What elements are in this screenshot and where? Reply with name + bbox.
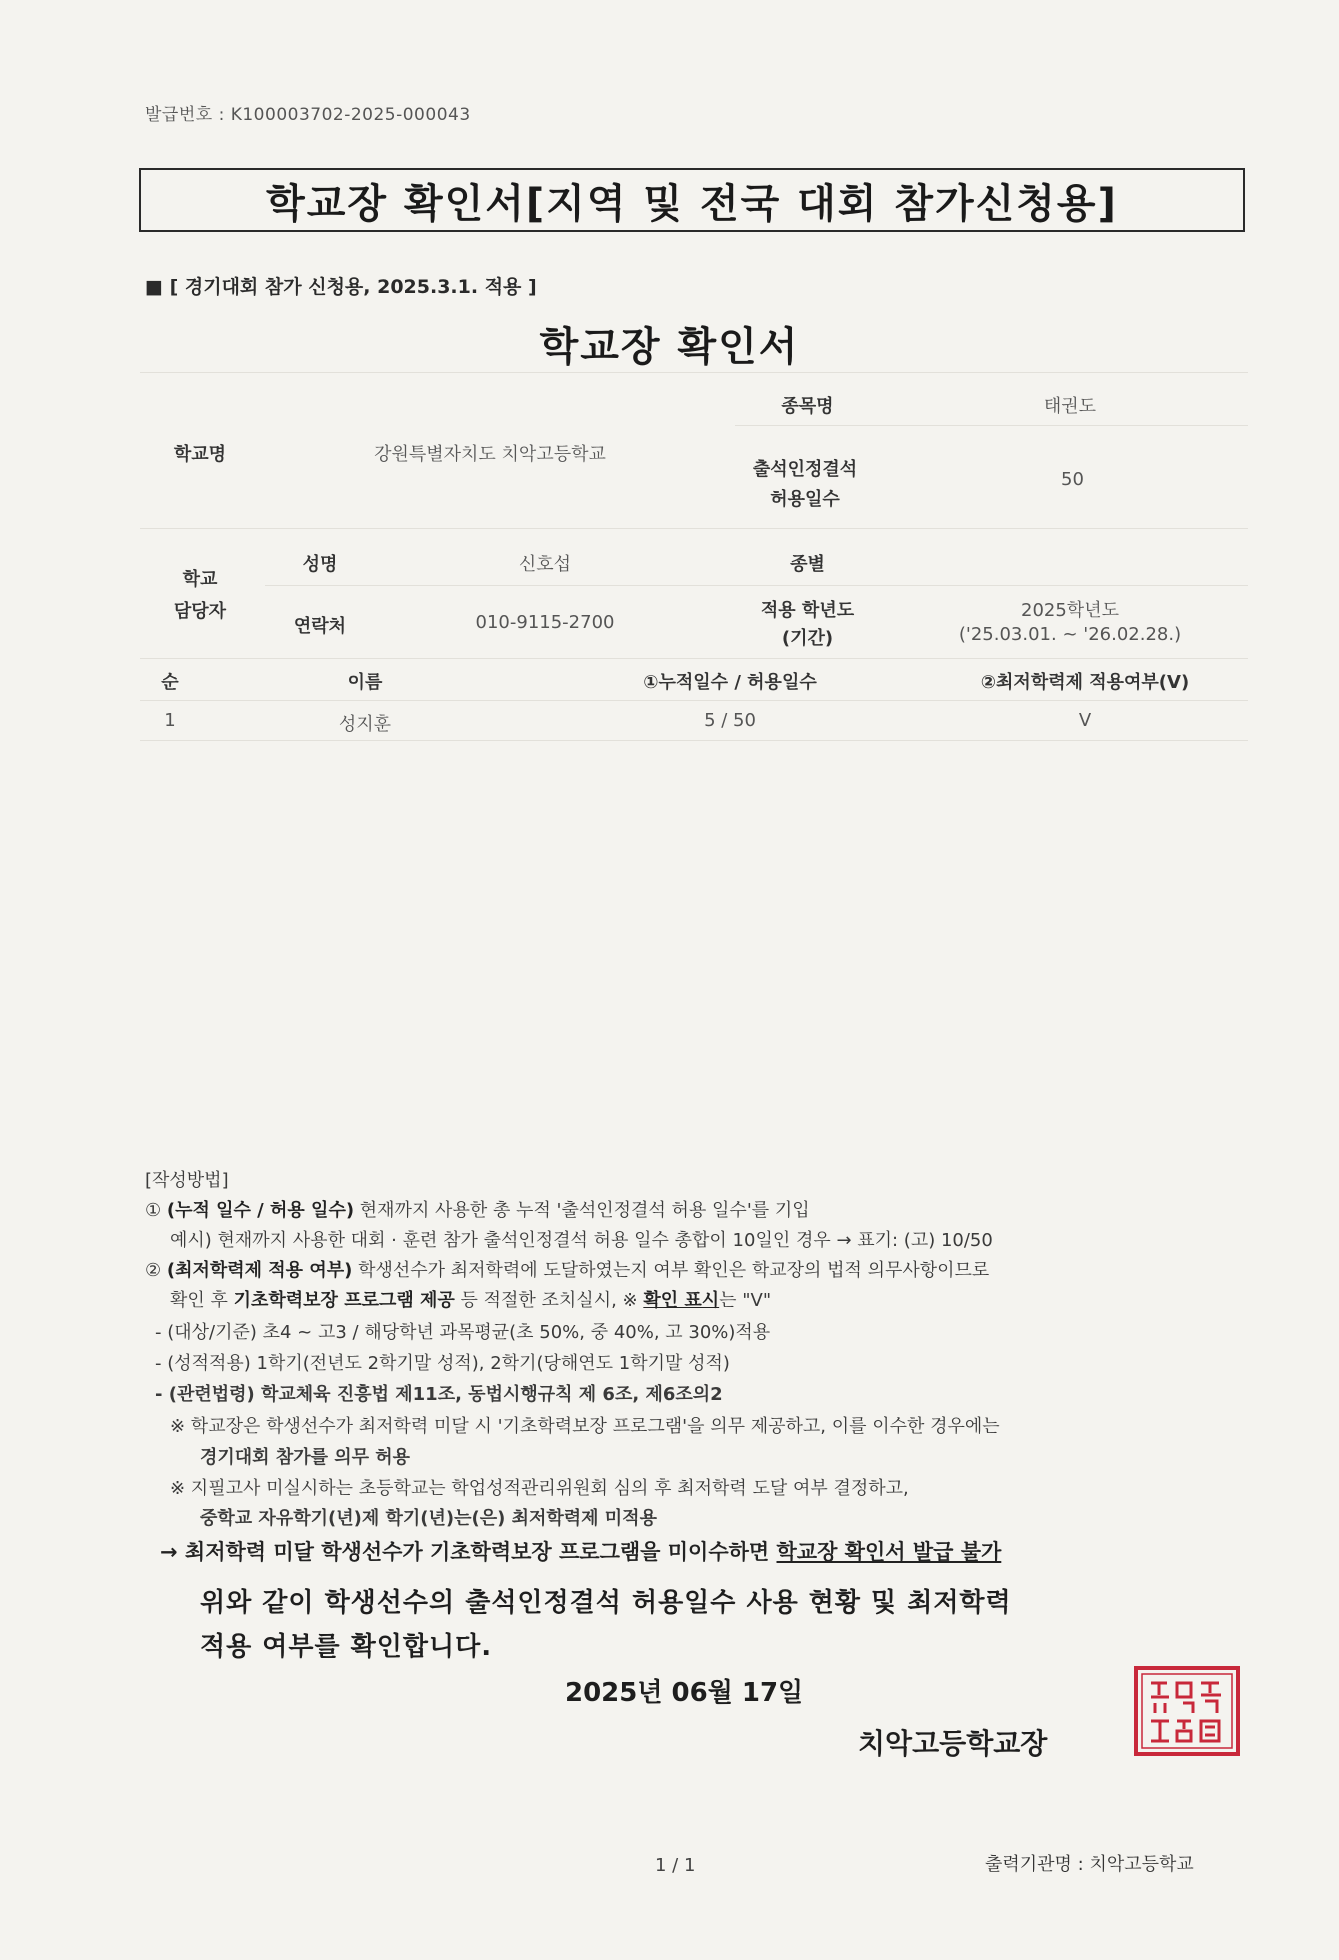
manager-label-line2: 담당자 [173,601,227,622]
method-heading: [작성방법] [145,1170,229,1191]
sport-value: 태권도 [1043,396,1097,417]
method-line: ※ 지필고사 미실시하는 초등학교는 학업성적관리위원회 심의 후 최저학력 도달 여부 결정하고, [170,1478,909,1499]
form-note: ■ [ 경기대회 참가 신청용, 2025.3.1. 적용 ] [145,276,537,298]
form-title: 학교장 확인서[지역 및 전국 대회 참가신청용] [139,168,1245,232]
row-name: 성지훈 [338,714,392,735]
printing-institution: 출력기관명 : 치악고등학교 [985,1854,1194,1875]
method-line: ② (최저학력제 적용 여부) 학생선수가 최저학력에 도달하였는지 여부 확인은 학교장의 법적 의무사항이므로 [145,1260,990,1281]
allowed-days-label-line2: 허용일수 [770,489,840,510]
school-label: 학교명 [173,444,227,465]
method-line: → 최저학력 미달 학생선수가 기초학력보장 프로그램을 미이수하면 학교장 확인서 발급 불가 [160,1540,1002,1564]
method-line: - (대상/기준) 초4 ~ 고3 / 해당학년 과목평균(초 50%, 중 40%, 고 30%)적용 [155,1322,771,1343]
year-label-line1: 적용 학년도 [760,600,855,621]
table-rule [140,700,1248,701]
confirmation-line2: 적용 여부를 확인합니다. [200,1632,493,1662]
year-value-line1: 2025학년도 [1021,600,1119,621]
col-header-applied: ②최저학력제 적용여부(V) [980,672,1190,693]
method-line: - (관련법령) 학교체육 진흥법 제11조, 동법시행규칙 제 6조, 제6조의2 [155,1384,723,1405]
contact-value: 010-9115-2700 [475,612,615,633]
row-applied: V [1078,710,1092,731]
issue-number: 발급번호 : K100003702-2025-000043 [145,105,471,125]
contact-label: 연락처 [293,616,347,637]
row-no: 1 [164,710,176,731]
table-rule [140,658,1248,659]
confirmation-line1: 위와 같이 학생선수의 출석인정결석 허용일수 사용 현황 및 최저학력 [200,1588,1012,1618]
name-value: 신호섭 [518,554,572,575]
manager-label-line1: 학교 [182,569,218,590]
sport-label: 종목명 [781,396,834,417]
row-days: 5 / 50 [704,710,756,731]
table-rule [140,372,1248,373]
year-label-line2: (기간) [781,628,834,649]
official-seal-icon [1133,1665,1241,1757]
table-rule [140,740,1248,741]
method-line: 예시) 현재까지 사용한 대회 · 훈련 참가 출석인정결석 허용 일수 총합이 10일인 경우 → 표기: (고) 10/50 [170,1230,993,1251]
col-header-name: 이름 [347,672,383,693]
table-rule [140,528,1248,529]
allowed-days-value: 50 [1061,469,1084,490]
method-line: ※ 학교장은 학생선수가 최저학력 미달 시 '기초학력보장 프로그램'을 의무 제공하고, 이를 이수한 경우에는 [170,1416,1000,1437]
method-line: ① (누적 일수 / 허용 일수) 현재까지 사용한 총 누적 '출석인정결석 허용 일수'를 기입 [145,1200,810,1221]
table-rule [265,585,1248,586]
type-label: 종별 [790,554,825,575]
table-rule [735,425,1248,426]
method-line: 확인 후 기초학력보장 프로그램 제공 등 적절한 조치실시, ※ 확인 표시는 "V" [170,1290,772,1311]
method-line: 경기대회 참가를 의무 허용 [200,1447,411,1468]
method-line: 중학교 자유학기(년)제 학기(년)는(은) 최저학력제 미적용 [200,1508,657,1529]
method-line: - (성적적용) 1학기(전년도 2학기말 성적), 2학기(당해연도 1학기말 성적) [155,1353,730,1374]
signer-title: 치악고등학교장 [858,1727,1048,1760]
issue-date: 2025년 06월 17일 [565,1678,804,1708]
school-value: 강원특별자치도 치악고등학교 [374,444,606,465]
page-number: 1 / 1 [655,1855,696,1876]
col-header-no: 순 [161,672,179,693]
name-label: 성명 [302,554,338,575]
allowed-days-label-line1: 출석인정결석 [752,459,858,480]
col-header-days: ①누적일수 / 허용일수 [643,672,817,693]
year-value-line2: ('25.03.01. ~ '26.02.28.) [958,624,1182,645]
document-title: 학교장 확인서 [539,324,800,370]
